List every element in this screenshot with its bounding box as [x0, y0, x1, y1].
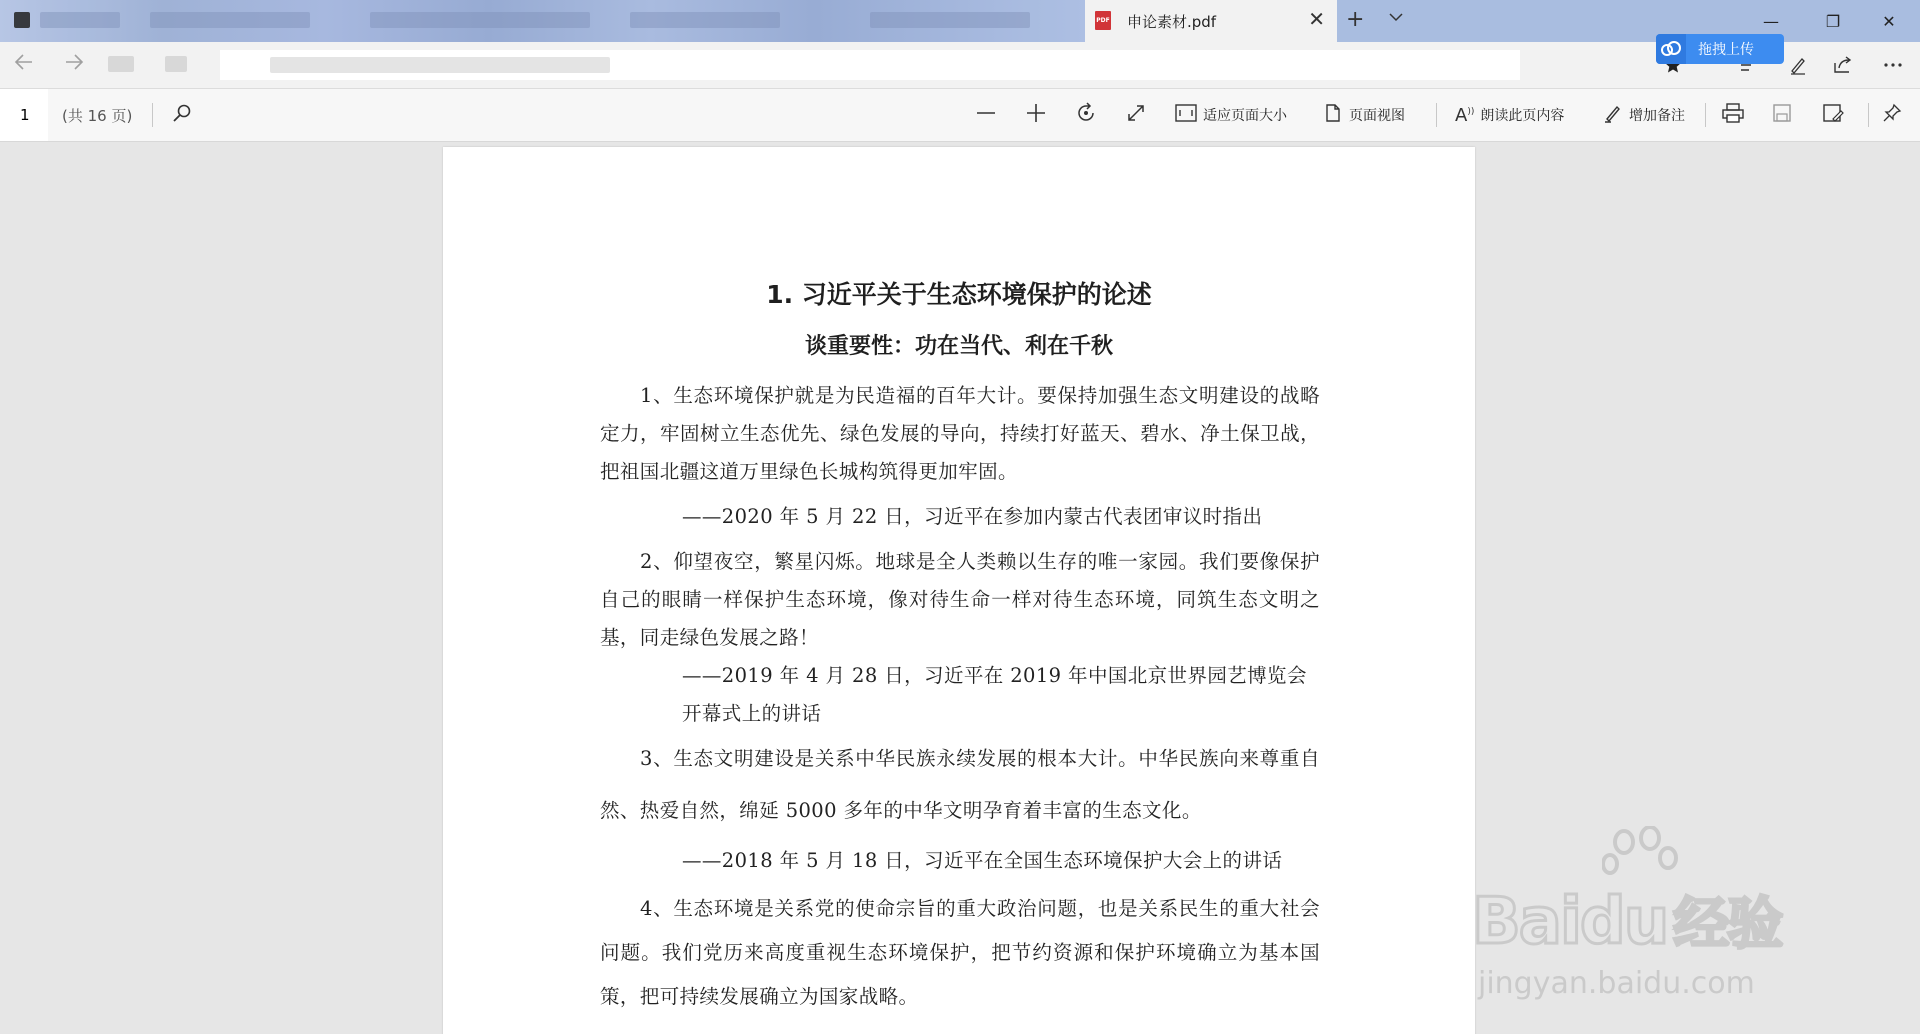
pdf-page — [443, 147, 1475, 1034]
save-icon — [1772, 103, 1792, 128]
page-view-icon — [1323, 103, 1343, 128]
pin-icon — [1882, 103, 1902, 128]
tab-favicon — [14, 12, 30, 28]
fit-page-label: 适应页面大小 — [1203, 108, 1287, 124]
zoom-out-button[interactable] — [975, 89, 1003, 141]
minus-icon — [975, 102, 997, 129]
tab-list-chevron-icon[interactable] — [1388, 6, 1404, 34]
read-aloud-icon: A)) — [1455, 104, 1475, 126]
url-field[interactable] — [220, 50, 1520, 80]
rotate-button[interactable] — [1075, 89, 1103, 141]
web-note-pen-icon[interactable] — [1785, 52, 1811, 78]
fit-page-icon — [1175, 103, 1197, 127]
print-icon — [1722, 103, 1744, 128]
blurred-tab[interactable] — [630, 12, 780, 28]
add-notes-label: 增加备注 — [1629, 108, 1685, 124]
pen-icon — [1603, 103, 1623, 128]
blurred-tab[interactable] — [40, 12, 120, 28]
watermark-brand: Baidu — [1472, 885, 1668, 959]
rotate-icon — [1075, 102, 1097, 129]
share-icon[interactable] — [1830, 52, 1856, 78]
search-icon — [172, 103, 192, 128]
blurred-tab[interactable] — [870, 12, 1030, 28]
close-tab-icon[interactable]: ✕ — [1308, 7, 1325, 31]
watermark-brand-cn: 经验 — [1673, 892, 1782, 957]
blurred-tab[interactable] — [150, 12, 310, 28]
tab-title: 申论素材.pdf — [1127, 13, 1217, 31]
close-window-button[interactable]: ✕ — [1882, 11, 1896, 31]
new-tab-button[interactable]: + — [1346, 7, 1365, 32]
zoom-in-button[interactable] — [1025, 89, 1053, 141]
document-body — [600, 377, 1320, 1019]
watermark-url: jingyan.baidu.com — [1478, 966, 1755, 1001]
blurred-url — [270, 57, 610, 73]
quote-source: ——2018 年 5 月 18 日，习近平在全国生态环境保护大会上的讲话 — [682, 849, 1283, 872]
address-bar — [0, 42, 1920, 89]
title-bar — [0, 0, 1920, 42]
tab-active[interactable] — [1085, 0, 1337, 42]
quote-source: ——2019 年 4 月 28 日，习近平在 2019 年中国北京世界园艺博览会开幕式上的讲话 — [682, 664, 1307, 725]
refresh-icon[interactable] — [108, 56, 134, 72]
page-number-input[interactable] — [0, 89, 48, 141]
expand-icon — [1125, 102, 1147, 129]
divider — [152, 103, 153, 127]
pin-toolbar-button[interactable] — [1882, 89, 1908, 141]
divider — [1868, 103, 1869, 127]
home-icon[interactable] — [165, 56, 187, 72]
paragraph: 3、生态文明建设是关系中华民族永续发展的根本大计。中华民族向来尊重自然、热爱自然，绵延 5000 多年的中华文明孕育着丰富的生态文化。 — [600, 747, 1320, 822]
paragraph: 2、仰望夜空，繁星闪烁。地球是全人类赖以生存的唯一家园。我们要像保护自己的眼睛一样保护生态环境，像对待生命一样对待生态环境，同筑生态文明之基，同走绿色发展之路！ — [600, 550, 1320, 649]
paragraph: 4、生态环境是关系党的使命宗旨的重大政治问题，也是关系民生的重大社会问题。我们党历来高度重视生态环境保护，把节约资源和保护环境确立为基本国策，把可持续发展确立为国家战略。 — [600, 897, 1320, 1008]
page-total-label: (共 16 页) — [62, 107, 133, 125]
divider — [1436, 103, 1437, 127]
add-notes-button[interactable] — [1603, 89, 1685, 141]
pdf-icon: PDF — [1095, 11, 1111, 30]
print-button[interactable] — [1722, 89, 1750, 141]
plus-icon — [1025, 102, 1047, 129]
page-view-label: 页面视图 — [1349, 108, 1405, 124]
pdf-toolbar — [0, 89, 1920, 142]
paragraph: 1、生态环境保护就是为民造福的百年大计。要保持加强生态文明建设的战略定力，牢固树立生态优先、绿色发展的导向，持续打好蓝天、碧水、净土保卫战，把祖国北疆这道万里绿色长城构筑得更加牢固。 — [600, 384, 1320, 483]
restore-button[interactable]: ❐ — [1825, 11, 1841, 31]
search-button[interactable] — [172, 89, 198, 141]
save-as-icon — [1822, 103, 1844, 128]
read-aloud-label: 朗读此页内容 — [1480, 108, 1565, 124]
blurred-tab[interactable] — [370, 12, 590, 28]
save-as-button[interactable] — [1822, 89, 1850, 141]
document-subtitle: 谈重要性：功在当代、利在千秋 — [804, 334, 1113, 359]
baidu-cloud-icon — [1656, 34, 1686, 64]
upload-badge[interactable] — [1656, 34, 1784, 64]
forward-arrow-icon[interactable] — [62, 50, 86, 80]
page-view-button[interactable] — [1323, 89, 1405, 141]
baidu-jingyan-watermark — [1472, 826, 1822, 1006]
divider — [1705, 103, 1706, 127]
upload-label: 拖拽上传 — [1698, 42, 1754, 58]
blurred-tabs — [0, 0, 1085, 42]
read-aloud-button[interactable] — [1455, 89, 1564, 141]
quote-source: ——2020 年 5 月 22 日，习近平在参加内蒙古代表团审议时指出 — [682, 505, 1263, 528]
fit-page-button[interactable] — [1175, 89, 1287, 141]
more-options-icon[interactable] — [1880, 52, 1906, 78]
back-arrow-icon[interactable] — [12, 50, 36, 80]
document-title: 1. 习近平关于生态环境保护的论述 — [766, 280, 1152, 309]
minimize-button[interactable]: — — [1763, 11, 1779, 31]
save-button[interactable] — [1772, 89, 1798, 141]
fullscreen-button[interactable] — [1125, 89, 1153, 141]
